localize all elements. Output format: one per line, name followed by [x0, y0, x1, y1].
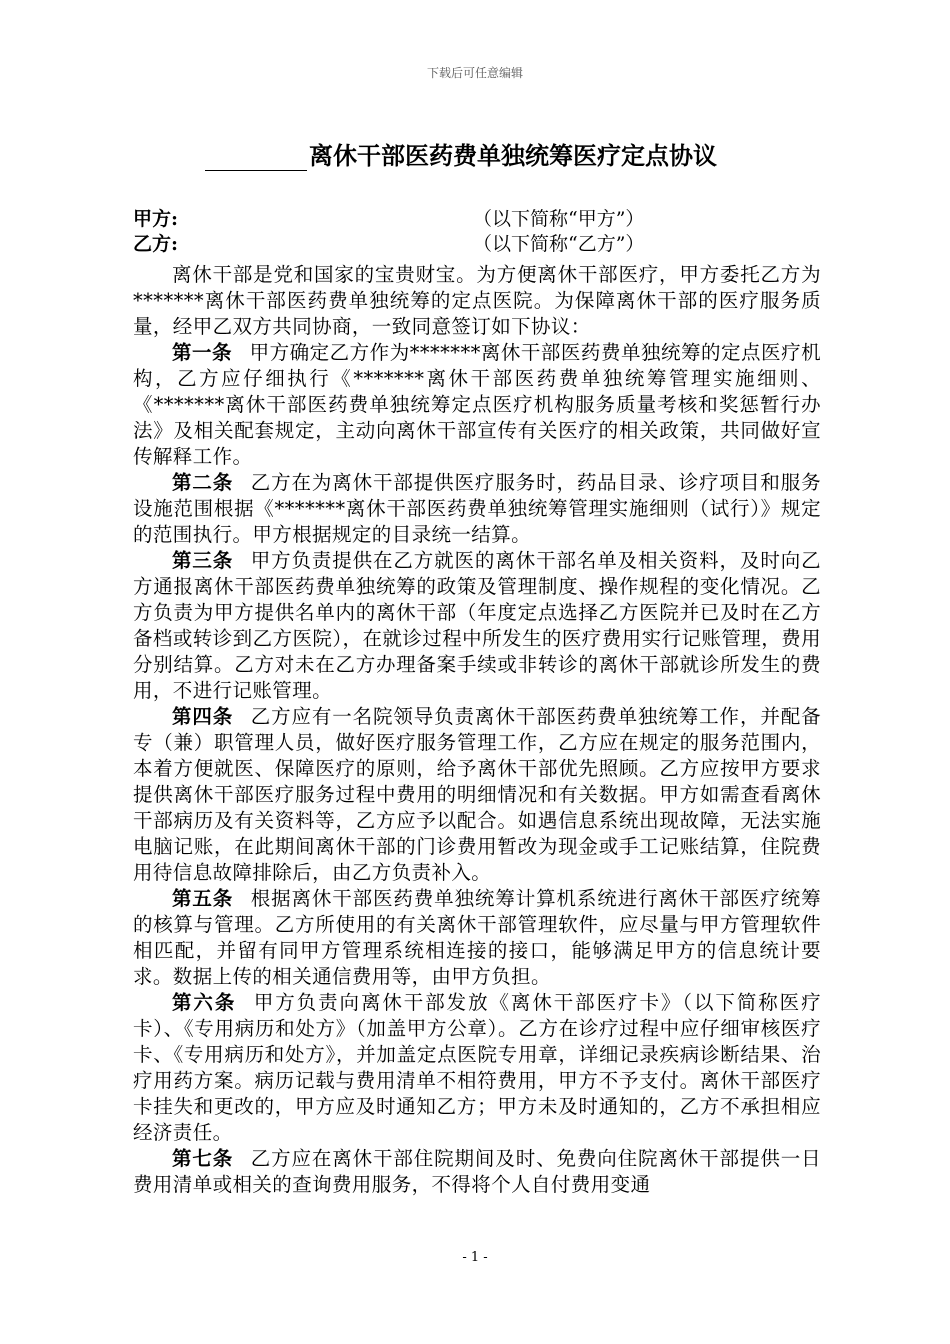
party-a-row — [133, 204, 645, 231]
article-5-number: 第五条 — [172, 887, 234, 910]
article-6-text: 甲方负责向离休干部发放《离休干部医疗卡》（以下简称医疗卡）、《专用病历和处方》（加盖甲方公章）。乙方在诊疗过程中应仔细审核医疗卡、《专用病历和处方》，并加盖定点医院专用章，详细记录疾病诊断结果、治疗用药方案。病历记载与费用清单不相符费用，甲方不予支付。离休干部医疗卡挂失和更改的，甲方应及时通知乙方；甲方未及时通知的，乙方不承担相应经济责任。 — [133, 991, 821, 1144]
article-7-number: 第七条 — [172, 1147, 234, 1170]
article-1-number: 第一条 — [172, 341, 233, 364]
party-a-note: （以下简称“甲方”） — [473, 208, 645, 230]
document-title — [205, 136, 717, 171]
article-7 — [133, 1146, 821, 1198]
article-5 — [133, 886, 821, 990]
article-2 — [133, 470, 821, 548]
article-5-text: 根据离休干部医药费单独统筹计算机系统进行离休干部医疗统筹的核算与管理。乙方所使用的有关离休干部管理软件，应尽量与甲方管理软件相匹配，并留有同甲方管理系统相连接的接口，能够满足甲方的信息统计要求。数据上传的相关通信费用等，由甲方负担。 — [133, 887, 821, 988]
title-blank-line — [205, 146, 307, 171]
article-1 — [133, 340, 821, 470]
page-number: - 1 - — [462, 1250, 488, 1265]
title-text: 离休干部医药费单独统筹医疗定点协议 — [309, 141, 717, 170]
article-7-text: 乙方应在离休干部住院期间及时、免费向住院离休干部提供一日费用清单或相关的查询费用服务，不得将个人自付费用变通 — [133, 1147, 821, 1196]
party-b-label: 乙方: — [133, 233, 179, 255]
article-3-number: 第三条 — [172, 549, 234, 572]
header-note: 下载后可任意编辑 — [426, 66, 523, 80]
agreement-body — [133, 262, 821, 1198]
article-1-text: 甲方确定乙方作为*******离休干部医药费单独统筹的定点医疗机构，乙方应仔细执行《*******离休干部医药费单独统筹管理实施细则、《*******离休干部医药费单独统筹定点医疗机构服务质量考核和奖惩暂行办法》及相关配套规定，主动向离休干部宣传有关医疗的相关政策，共同做好宣传解释工作。 — [133, 341, 821, 468]
party-a-label: 甲方: — [133, 208, 179, 230]
article-4 — [133, 704, 821, 886]
article-2-number: 第二条 — [172, 471, 234, 494]
article-4-number: 第四条 — [172, 705, 234, 728]
article-2-text: 乙方在为离休干部提供医疗服务时，药品目录、诊疗项目和服务设施范围根据《*******离休干部医药费单独统筹管理实施细则（试行）》规定的范围执行。甲方根据规定的目录统一结算。 — [133, 471, 821, 546]
article-6 — [133, 990, 821, 1146]
party-b-note: （以下简称“乙方”） — [473, 233, 645, 255]
party-b-row — [133, 229, 645, 256]
intro-paragraph: 离休干部是党和国家的宝贵财宝。为方便离休干部医疗，甲方委托乙方为*******离休干部医药费单独统筹的定点医院。为保障离休干部的医疗服务质量，经甲乙双方共同协商，一致同意签订如下协议： — [133, 263, 821, 338]
article-6-number: 第六条 — [172, 991, 237, 1014]
article-3 — [133, 548, 821, 704]
article-3-text: 甲方负责提供在乙方就医的离休干部名单及相关资料，及时向乙方通报离休干部医药费单独统筹的政策及管理制度、操作规程的变化情况。乙方负责为甲方提供名单内的离休干部（年度定点选择乙方医院并已及时在乙方备档或转诊到乙方医院），在就诊过程中所发生的医疗费用实行记账管理，费用分别结算。乙方对未在乙方办理备案手续或非转诊的离休干部就诊所发生的费用，不进行记账管理。 — [133, 549, 821, 702]
article-4-text: 乙方应有一名院领导负责离休干部医药费单独统筹工作，并配备专（兼）职管理人员，做好医疗服务管理工作，乙方应在规定的服务范围内，本着方便就医、保障医疗的原则，给予离休干部优先照顾。乙方应按甲方要求提供离休干部医疗服务过程中费用的明细情况和有关数据。甲方如需查看离休干部病历及有关资料等，乙方应予以配合。如遇信息系统出现故障，无法实施电脑记账，在此期间离休干部的门诊费用暂改为现金或手工记账结算，住院费用待信息故障排除后，由乙方负责补入。 — [133, 705, 821, 884]
